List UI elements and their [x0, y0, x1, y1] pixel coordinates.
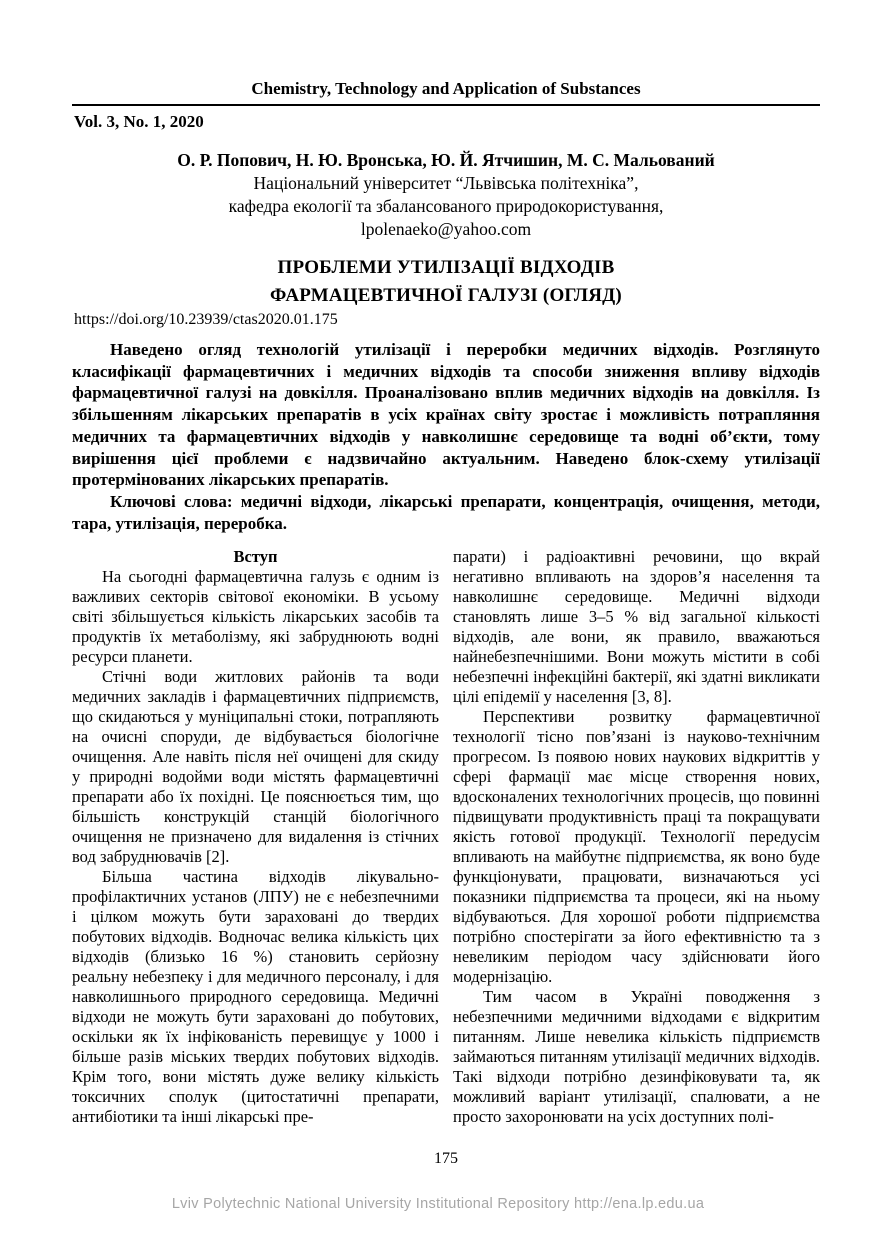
paragraph: Тим часом в Україні поводження з небезпечними медичними відходами є відкритим питанням. Лише невелика кількість підприємств займаються питанням утилізації медичних відходів. Такі відходи потрібно дезинфіковувати та, як можливий варіант утилізації, спалювати, а не просто захоронювати на усіх доступних полі- — [453, 987, 820, 1126]
abstract-block — [72, 339, 820, 534]
page-number: 175 — [434, 1150, 458, 1167]
paragraph: парати) і радіоактивні речовини, що вкрай негативно впливають на здоров’я населення та навколишнє середовище. Медичні відходи становлять лише 3–5 % від загальної кількості відходів, але вони, як правило, вважаються найнебезпечнішими. Вони можуть містити в собі небезпечні інфекційні бактерії, які здатні викликати цілі епідемії у населення [3, 8]. — [453, 547, 820, 706]
paragraph: На сьогодні фармацевтична галузь є одним із важливих секторів світової економіки. В усьому світі збільшується кількість лікарських засобів та продуктів їх метаболізму, які забруднюють водні ресурси планети. — [72, 567, 439, 666]
article-title — [72, 254, 820, 310]
article-title-line-1: ПРОБЛЕМИ УТИЛІЗАЦІЇ ВІДХОДІВ — [277, 257, 615, 278]
volume-info: Vol. 3, No. 1, 2020 — [74, 112, 204, 131]
paragraph: Стічні води житлових районів та води медичних закладів і фармацевтичних підприємств, що скидаються у муніципальні стоки, потрапляють на очисні споруди, де відбувається біологічне очищення. Але навіть після неї очищені для скиду у природні водойми води містять фармацевтичні препарати або їх похідні. Це пояснюється тим, що більшість конструкцій станцій біологічного очищення не призначено для видалення із стічних вод забруднювачів [2]. — [72, 667, 439, 866]
affiliation-line-2: кафедра екології та збалансованого природокористування, — [228, 196, 664, 216]
repository-watermark: Lviv Polytechnic National University Institutional Repository http://ena.lp.edu.ua — [171, 1196, 705, 1212]
affiliation-line-1: Національний університет “Львівська політехніка”, — [253, 173, 639, 193]
doi-link: https://doi.org/10.23939/ctas2020.01.175 — [74, 311, 338, 328]
article-title-line-2: ФАРМАЦЕВТИЧНОЇ ГАЛУЗІ (ОГЛЯД) — [270, 285, 622, 306]
keywords-text: Ключові слова: медичні відходи, лікарські препарати, концентрація, очищення, методи, тара, утилізація, переробка. — [72, 491, 820, 533]
abstract-text: Наведено огляд технологій утилізації і переробки медичних відходів. Розглянуто класифікації фармацевтичних і медичних відходів та способи зниження впливу відходів фармацевтичної галузі на довкілля. Проаналізовано вплив медичних відходів на довкілля. Із збільшенням лікарських препаратів в усіх країнах світу зростає і можливість потрапляння медичних та фармацевтичних відходів у навколишнє середовище та водні об’єкти, тому вирішення цієї проблеми є надзвичайно актуальним. Наведено блок-схему утилізації протермінованих лікарських препаратів. — [72, 340, 820, 490]
header-rule — [72, 104, 820, 106]
article-body — [72, 547, 820, 1127]
journal-name: Chemistry, Technology and Application of Substances — [251, 79, 641, 98]
authors-line: О. Р. Попович, Н. Ю. Вронська, Ю. Й. Ятчишин, М. С. Мальований — [177, 150, 715, 170]
byline — [72, 149, 820, 241]
paragraph: Перспективи розвитку фармацевтичної технології тісно пов’язані із науково-технічним прогресом. Із появою нових наукових відкриттів у сфері фармації має місце створення нових, вдосконалених технологічних процесів, що повинні підвищувати продуктивність праці та покращувати якість готової продукції. Технології передусім впливають на майбутнє підприємства, як воно буде функціонувати, працювати, визначаються усі показники підприємства та процеси, які на ньому відбуваються. Для хорошої роботи підприємства потрібно спостерігати за його ефективністю та з невеликим періодом часу здійснювати його модернізацію. — [453, 707, 820, 986]
section-heading-vstup: Вступ — [233, 547, 278, 566]
paragraph: Більша частина відходів лікувально-профілактичних установ (ЛПУ) не є небезпечними і цілком можуть бути зараховані до твердих побутових відходів. Водночас велика кількість цих відходів (близько 16 %) становить серйозну реальну небезпеку і для медичного персоналу, і для навколишнього природного середовища. Медичні відходи не можуть бути зараховані до побутових, оскільки як їх інфікованість перевищує у 1000 і більше разів міських твердих побутових відходів. Крім того, вони містять дуже велику кількість токсичних сполук (цитостатичні препарати, антибіотики та інші лікарські пре- — [72, 867, 439, 1126]
body-column-left — [72, 547, 439, 1127]
author-email: lpolenaeko@yahoo.com — [360, 219, 532, 239]
body-column-right — [453, 547, 820, 1127]
